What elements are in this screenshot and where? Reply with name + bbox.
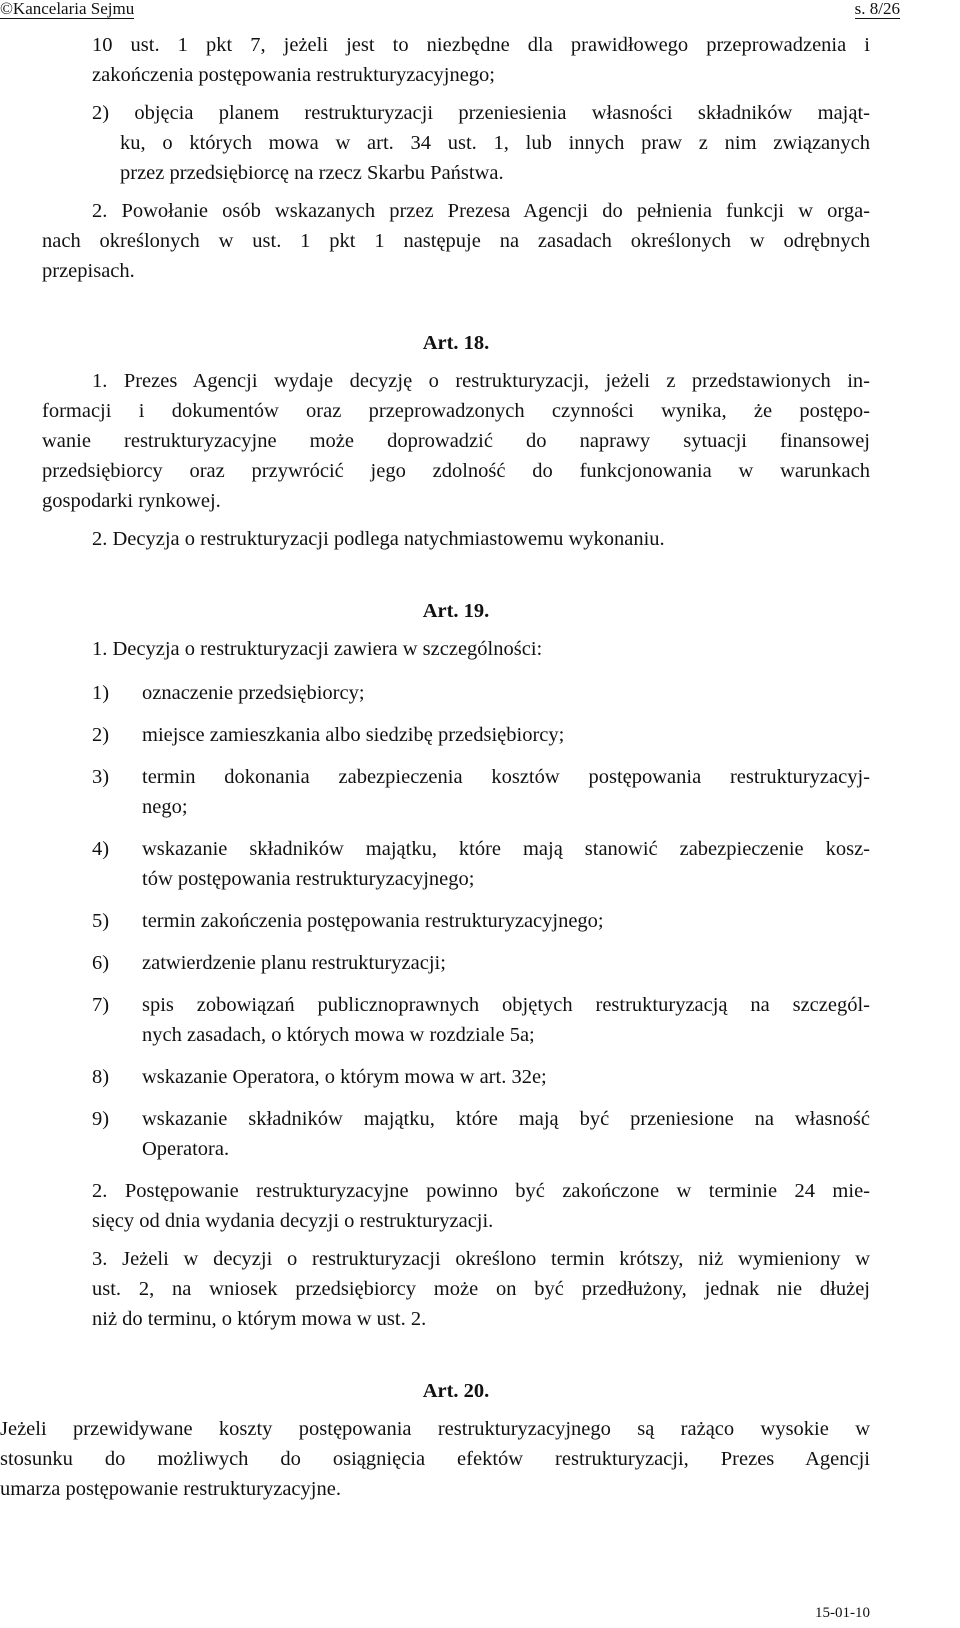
item-2 — [0, 98, 870, 188]
list-item — [0, 1062, 870, 1092]
text-line: zatwierdzenie planu restrukturyzacji; — [142, 952, 446, 974]
article-19-items — [0, 678, 870, 1164]
text-line: 2. Decyzja o restrukturyzacji podlega natychmiastowemu wykonaniu. — [92, 528, 665, 550]
text-line: gospodarki rynkowej. — [42, 490, 221, 512]
text-line: tów postępowania restrukturyzacyjnego; — [142, 868, 475, 890]
list-item — [0, 1104, 870, 1164]
text-line: 2. Postępowanie restrukturyzacyjne powinno być zakończone w terminie 24 mie- — [92, 1180, 870, 1202]
text-line: spis zobowiązań publicznoprawnych objętych restrukturyzacją na szczegól- — [142, 994, 870, 1016]
item-number: 8) — [92, 1066, 110, 1088]
text-line: Jeżeli przewidywane koszty postępowania restrukturyzacyjnego są rażąco wysokie w — [0, 1418, 870, 1440]
text-line: Operatora. — [142, 1138, 230, 1160]
text-line: sięcy od dnia wydania decyzji o restrukturyzacji. — [92, 1210, 494, 1232]
page-header — [0, 0, 960, 22]
list-item — [0, 990, 870, 1050]
text-line: oznaczenie przedsiębiorcy; — [142, 682, 365, 704]
item-number: 5) — [92, 910, 110, 932]
item-number: 1) — [92, 682, 110, 704]
text-line: wskazanie Operatora, o którym mowa w art. 32e; — [142, 1066, 547, 1088]
text-line: nych zasadach, o których mowa w rozdziale 5a; — [142, 1024, 535, 1046]
publisher-label: ©Kancelaria Sejmu — [0, 0, 135, 18]
item-number: 2) — [92, 724, 110, 746]
article-19-ust-3 — [0, 1244, 870, 1334]
text-line: przedsiębiorcy oraz przywrócić jego zdolność do funkcjonowania w warunkach — [42, 460, 870, 482]
text-line: miejsce zamieszkania albo siedzibę przedsiębiorcy; — [142, 724, 565, 746]
article-19-title: Art. 19. — [422, 600, 490, 622]
text-line: formacji i dokumentów oraz przeprowadzonych czynności wynika, że postępo- — [42, 400, 870, 422]
list-item — [0, 834, 870, 894]
article-18-ust-2 — [0, 524, 870, 554]
text-line: wskazanie składników majątku, które mają stanowić zabezpieczenie kosz- — [142, 838, 870, 860]
footer-date: 15-01-10 — [815, 1605, 870, 1621]
item-1-continuation — [0, 30, 870, 90]
item-number: 3) — [92, 766, 110, 788]
text-line: termin dokonania zabezpieczenia kosztów postępowania restrukturyzacyj- — [142, 766, 870, 788]
list-item — [0, 948, 870, 978]
text-line: 10 ust. 1 pkt 7, jeżeli jest to niezbędne dla prawidłowego przeprowadzenia i — [92, 34, 870, 56]
list-item — [0, 720, 870, 750]
article-18-ust-1 — [0, 366, 870, 516]
text-line: przez przedsiębiorcę na rzecz Skarbu Państwa. — [120, 162, 504, 184]
text-line: 2) objęcia planem restrukturyzacji przeniesienia własności składników mająt- — [92, 102, 870, 124]
list-item — [0, 678, 870, 708]
text-line: 1. Decyzja o restrukturyzacji zawiera w szczególności: — [92, 638, 543, 660]
page-number: s. 8/26 — [854, 0, 900, 18]
text-line: 1. Prezes Agencji wydaje decyzję o restrukturyzacji, jeżeli z przedstawionych in- — [92, 370, 870, 392]
article-19-ust-2 — [0, 1176, 870, 1236]
text-line: umarza postępowanie restrukturyzacyjne. — [0, 1478, 341, 1500]
text-line: 3. Jeżeli w decyzji o restrukturyzacji określono termin krótszy, niż wymieniony w — [92, 1248, 870, 1270]
text-line: termin zakończenia postępowania restrukturyzacyjnego; — [142, 910, 604, 932]
article-18-title: Art. 18. — [422, 332, 490, 354]
text-line: nego; — [142, 796, 188, 818]
article-20-title: Art. 20. — [422, 1380, 490, 1402]
paragraph-ust-2 — [0, 196, 870, 286]
item-number: 7) — [92, 994, 110, 1016]
text-line: ust. 2, na wniosek przedsiębiorcy może on być przedłużony, jednak nie dłużej — [92, 1278, 870, 1300]
text-line: przepisach. — [42, 260, 135, 282]
list-item — [0, 762, 870, 822]
text-line: 2. Powołanie osób wskazanych przez Prezesa Agencji do pełnienia funkcji w orga- — [92, 200, 870, 222]
item-number: 6) — [92, 952, 110, 974]
article-19-ust-1-intro — [0, 634, 870, 664]
text-line: stosunku do możliwych do osiągnięcia efektów restrukturyzacji, Prezes Agencji — [0, 1448, 870, 1470]
text-line: ku, o których mowa w art. 34 ust. 1, lub innych praw z nim związanych — [120, 132, 870, 154]
text-line: wanie restrukturyzacyjne może doprowadzić do naprawy sytuacji finansowej — [42, 430, 870, 452]
list-item — [0, 906, 870, 936]
item-number: 4) — [92, 838, 110, 860]
text-line: niż do terminu, o którym mowa w ust. 2. — [92, 1308, 427, 1330]
text-line: zakończenia postępowania restrukturyzacyjnego; — [92, 64, 495, 86]
text-line: wskazanie składników majątku, które mają być przeniesione na własność — [142, 1108, 870, 1130]
item-number: 9) — [92, 1108, 110, 1130]
article-20-body — [0, 1414, 870, 1504]
document-body — [0, 30, 870, 1504]
text-line: nach określonych w ust. 1 pkt 1 następuje na zasadach określonych w odrębnych — [42, 230, 870, 252]
